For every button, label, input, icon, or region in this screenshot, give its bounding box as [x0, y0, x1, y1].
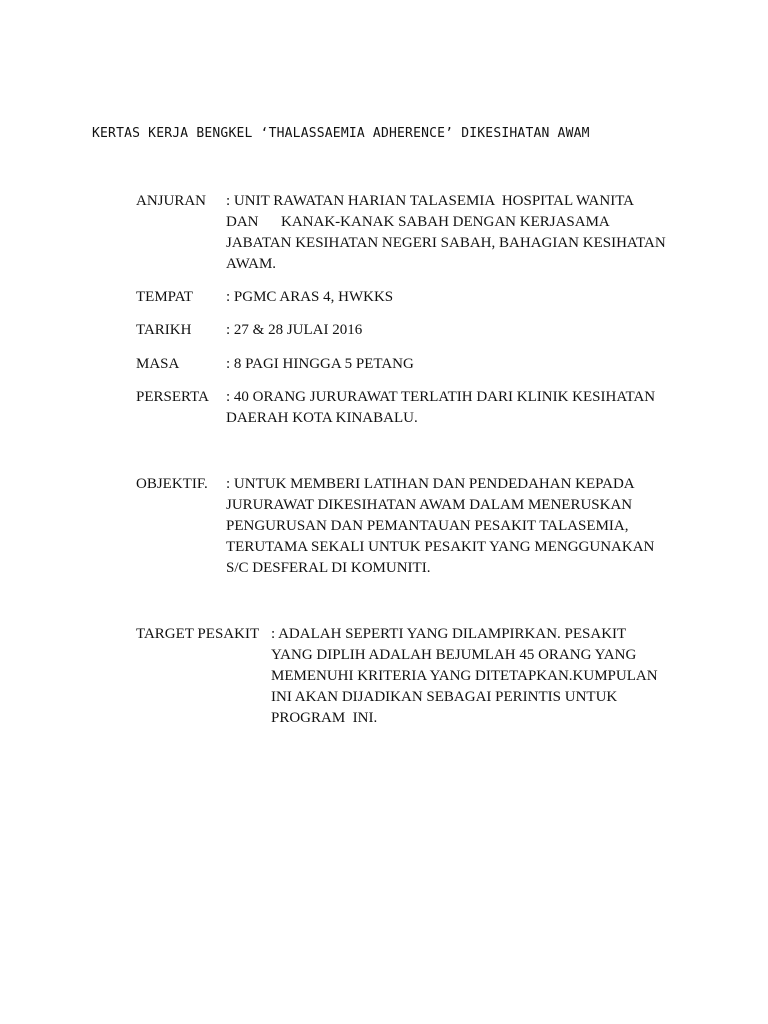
field-value: [226, 387, 686, 429]
field-label: TEMPAT: [136, 289, 193, 305]
field-value-line: DAERAH KOTA KINABALU.: [226, 410, 418, 426]
field-value-line: : PGMC ARAS 4, HWKKS: [226, 289, 394, 305]
field-value: [226, 287, 686, 308]
field-value-line: : 40 ORANG JURURAWAT TERLATIH DARI KLINIK KESIHATAN: [226, 389, 656, 405]
field-label: OBJEKTIF.: [136, 476, 208, 492]
field-value: [226, 191, 686, 275]
field-value-line: S/C DESFERAL DI KOMUNITI.: [226, 560, 431, 576]
field-value-line: : 27 & 28 JULAI 2016: [226, 322, 363, 338]
field-value: [226, 320, 686, 341]
field-label: ANJURAN: [136, 193, 207, 209]
field-label: PERSERTA: [136, 389, 209, 405]
field-value: [226, 354, 686, 375]
field-value-line: AWAM.: [226, 256, 277, 272]
field-value-line: DAN KANAK-KANAK SABAH DENGAN KERJASAMA: [226, 214, 610, 230]
field-value-line: INI AKAN DIJADIKAN SEBAGAI PERINTIS UNTUK: [271, 689, 618, 705]
field-value: [226, 474, 686, 579]
field-value-line: MEMENUHI KRITERIA YANG DITETAPKAN.KUMPULAN: [271, 668, 658, 684]
field-value-line: JABATAN KESIHATAN NEGERI SABAH, BAHAGIAN KESIHATAN: [226, 235, 666, 251]
field-value-line: : 8 PAGI HINGGA 5 PETANG: [226, 356, 414, 372]
field-value-line: : UNTUK MEMBERI LATIHAN DAN PENDEDAHAN KEPADA: [226, 476, 635, 492]
field-label: MASA: [136, 356, 180, 372]
field-value: [271, 624, 731, 729]
field-label: TARIKH: [136, 322, 192, 338]
field-value-line: TERUTAMA SEKALI UNTUK PESAKIT YANG MENGGUNAKAN: [226, 539, 655, 555]
document-title: KERTAS KERJA BENGKEL ‘THALASSAEMIA ADHERENCE’ DIKESIHATAN AWAM: [92, 126, 590, 141]
field-value-line: PROGRAM INI.: [271, 710, 378, 726]
field-label: TARGET PESAKIT: [136, 626, 260, 642]
field-value-line: PENGURUSAN DAN PEMANTAUAN PESAKIT TALASEMIA,: [226, 518, 629, 534]
field-value-line: : UNIT RAWATAN HARIAN TALASEMIA HOSPITAL WANITA: [226, 193, 635, 209]
field-value-line: YANG DIPLIH ADALAH BEJUMLAH 45 ORANG YANG: [271, 647, 637, 663]
field-value-line: JURURAWAT DIKESIHATAN AWAM DALAM MENERUSKAN: [226, 497, 633, 513]
field-value-line: : ADALAH SEPERTI YANG DILAMPIRKAN. PESAKIT: [271, 626, 627, 642]
